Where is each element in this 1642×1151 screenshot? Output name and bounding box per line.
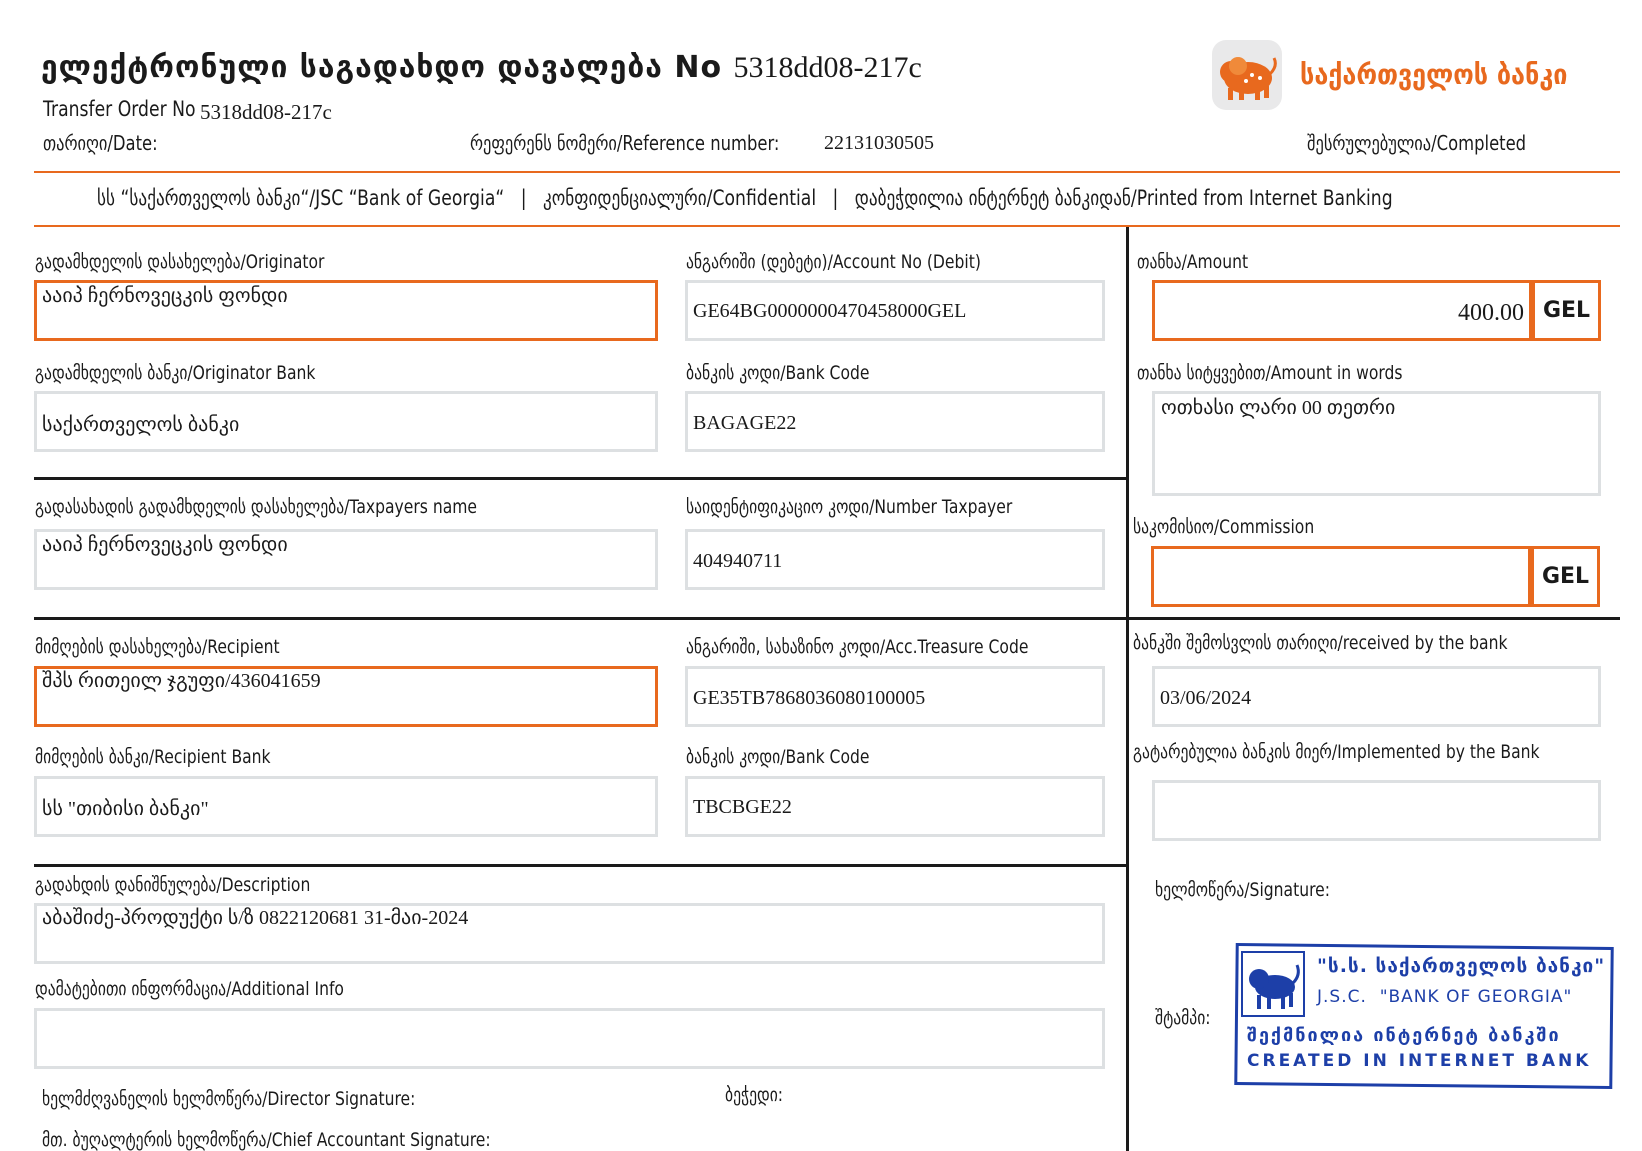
recipient-bank-value: სს "თიბისი ბანკი" (42, 798, 209, 820)
description-value: აბაშიძე-პროდუქტი ს/ზ 0822120681 31-მაი-2024 (42, 907, 469, 929)
title-georgian: ელექტრონული საგადახდო დავალება No (41, 50, 723, 85)
director-signature-label: ხელმძღვანელის ხელმოწერა/Director Signature: (42, 1088, 416, 1110)
originator-label: გადამხდელის დასახელება/Originator (35, 251, 325, 273)
date-label: თარიღი/Date: (43, 131, 158, 155)
account-debit-label: ანგარიში (დებეტი)/Account No (Debit) (686, 251, 981, 273)
document-title (41, 50, 922, 85)
recipient-bank-label: მიმღების ბანკი/Recipient Bank (35, 746, 271, 768)
amount-currency: GEL (1532, 280, 1601, 341)
originator-bank-code-label: ბანკის კოდი/Bank Code (686, 362, 870, 384)
additional-info-field (34, 1008, 1105, 1069)
bank-stamp (1235, 945, 1611, 1085)
implemented-label: გატარებულია ბანკის მიერ/Implemented by the Bank (1133, 741, 1540, 763)
stamp-line-4: CREATED IN INTERNET BANK (1247, 1051, 1592, 1071)
section-separator (34, 617, 1127, 620)
column-divider (1126, 227, 1129, 1151)
bank-name-logo: საქართველოს ბანკი (1300, 58, 1568, 91)
transfer-order-label: Transfer Order No (43, 97, 196, 121)
recipient-label: მიმღების დასახელება/Recipient (35, 636, 280, 658)
originator-value: ააიპ ჩერნოვეცკის ფონდი (42, 285, 288, 307)
received-date-label: ბანკში შემოსვლის თარიღი/received by the bank (1133, 632, 1508, 654)
lion-logo-icon (1212, 40, 1282, 110)
originator-bank-value: საქართველოს ბანკი (42, 414, 240, 436)
additional-info-label: დამატებითი ინფორმაცია/Additional Info (35, 978, 344, 1000)
description-label: გადახდის დანიშნულება/Description (35, 874, 311, 896)
signature-label: ხელმოწერა/Signature: (1155, 879, 1330, 901)
taxpayer-number-label: საიდენტიფიკაციო კოდი/Number Taxpayer (686, 496, 1013, 518)
order-number: 5318dd08-217c (733, 51, 922, 84)
commission-currency: GEL (1531, 546, 1600, 607)
recipient-bank-code-value: TBCBGE22 (693, 796, 792, 818)
section-separator (1129, 617, 1620, 620)
implemented-field (1152, 780, 1601, 841)
amount-words-label: თანხა სიტყვებით/Amount in words (1137, 362, 1403, 384)
section-separator (34, 477, 1127, 480)
accountant-signature-label: მთ. ბუღალტერის ხელმოწერა/Chief Accountant Signature: (42, 1129, 491, 1151)
recipient-value: შპს რითეილ ჯგუფი/436041659 (42, 670, 321, 692)
amount-words-value: ოთხასი ლარი 00 თეთრი (1161, 397, 1396, 419)
status-completed: შესრულებულია/Completed (1307, 131, 1527, 155)
amount-value: 400.00 (1458, 300, 1524, 326)
commission-label: საკომისიო/Commission (1133, 516, 1315, 538)
originator-bank-label: გადამხდელის ბანკი/Originator Bank (35, 362, 316, 384)
stamp-line-2: J.S.C. "BANK OF GEORGIA" (1317, 987, 1573, 1007)
originator-bank-code-value: BAGAGE22 (693, 412, 797, 434)
reference-value: 22131030505 (824, 132, 934, 154)
received-date-value: 03/06/2024 (1160, 687, 1252, 709)
reference-label: რეფერენს ნომერი/Reference number: (470, 131, 780, 155)
taxpayer-number-value: 404940711 (693, 550, 783, 572)
lion-emblem-icon (1241, 951, 1305, 1017)
recipient-account-label: ანგარიში, სახაზინო კოდი/Acc.Treasure Code (686, 636, 1029, 658)
recipient-account-value: GE35TB7868036080100005 (693, 687, 926, 709)
section-separator (34, 864, 1127, 867)
taxpayer-name-label: გადასახადის გადამხდელის დასახელება/Taxpayers name (35, 496, 478, 518)
header-bottom-rule (34, 225, 1620, 227)
seal-label: ბეჭედი: (725, 1084, 784, 1106)
stamp-label: შტამპი: (1155, 1007, 1211, 1029)
transfer-order-number: 5318dd08-217c (200, 100, 332, 124)
info-strip: სს “საქართველოს ბანკი“/JSC “Bank of Georgia“ | კონფიდენციალური/Confidential | დაბეჭდილია ინტერნეტ ბანკიდან/Printed from Internet Banking (97, 186, 1393, 210)
header-top-rule (34, 171, 1620, 173)
taxpayer-name-value: ააიპ ჩერნოვეცკის ფონდი (42, 534, 288, 556)
account-debit-value: GE64BG0000000470458000GEL (693, 300, 967, 322)
stamp-line-3: შექმნილია ინტერნეტ ბანკში (1247, 1025, 1561, 1046)
stamp-line-1: "ს.ს. საქართველოს ბანკი" (1317, 955, 1606, 977)
amount-label: თანხა/Amount (1137, 251, 1249, 273)
recipient-bank-code-label: ბანკის კოდი/Bank Code (686, 746, 870, 768)
commission-field (1151, 546, 1531, 607)
